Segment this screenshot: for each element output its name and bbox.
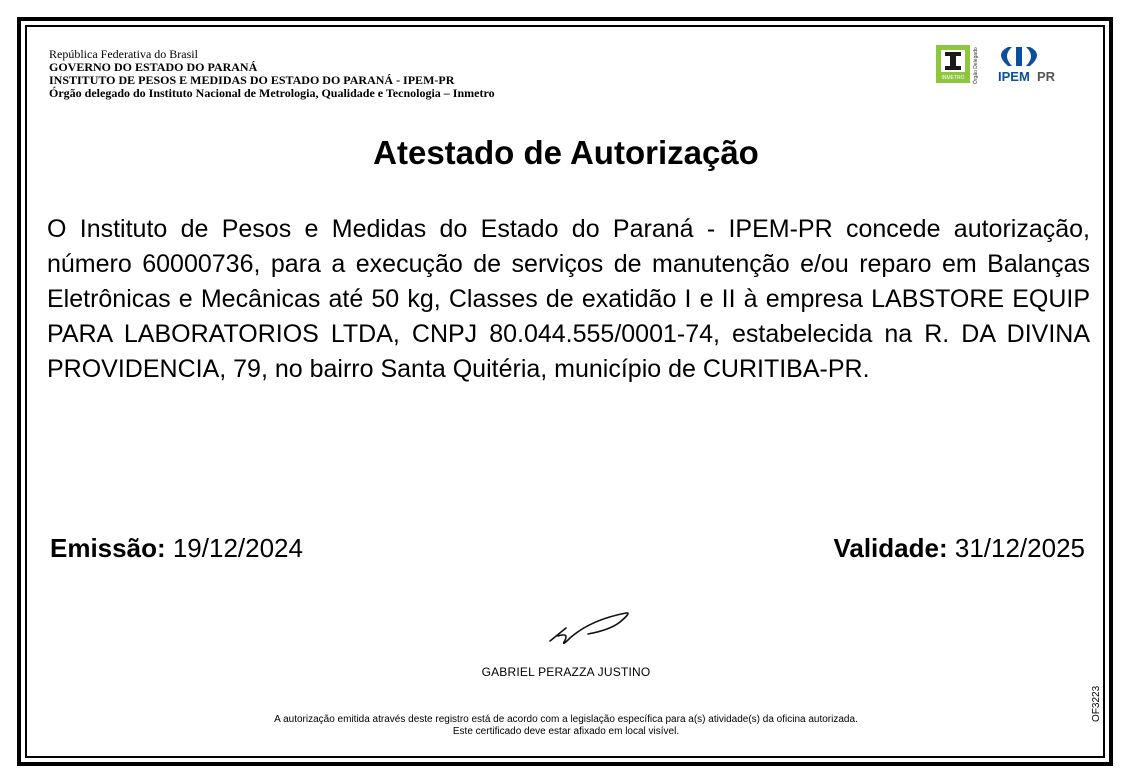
signer-name: GABRIEL PERAZZA JUSTINO bbox=[481, 665, 651, 679]
ipem-left-arc bbox=[1001, 47, 1012, 66]
emission-date bbox=[50, 533, 303, 564]
header-delegate: Órgão delegado do Instituto Nacional de Metrologia, Qualidade e Tecnologia – Inmetro bbox=[49, 86, 495, 100]
ipem-center-bar bbox=[1016, 47, 1022, 66]
authorization-body: O Instituto de Pesos e Medidas do Estado do Paraná - IPEM-PR concede autorização, número 60000736, para a execução de serviços de manutenção e/ou reparo em Balanças Eletrônicas e Mecânicas até 50 kg, Classes de exatidão I e II à empresa LABSTORE EQUIP PARA LABORATORIOS LTDA, CNPJ 80.044.555/0001-74, estabelecida na R. DA DIVINA PROVIDENCIA, 79, no bairro Santa Quitéria, município de CURITIBA-PR. bbox=[47, 215, 1090, 383]
inmetro-logo-text: INMETRO bbox=[941, 75, 965, 81]
header-government: GOVERNO DO ESTADO DO PARANÁ bbox=[49, 60, 258, 74]
orgao-delegado-text: Órgão Delegado bbox=[973, 47, 979, 84]
header-republic: República Federativa do Brasil bbox=[49, 47, 198, 61]
header-logos bbox=[936, 44, 1066, 86]
document-title: Atestado de Autorização bbox=[373, 134, 759, 171]
validity-label: Validade: bbox=[833, 533, 948, 563]
signature-image bbox=[540, 608, 640, 648]
document-header bbox=[49, 48, 495, 100]
emission-value: 19/12/2024 bbox=[172, 533, 303, 563]
inmetro-logo bbox=[936, 45, 970, 83]
footer-display-note: Este certificado deve estar afixado em local visível. bbox=[452, 726, 680, 737]
ipem-logo-text: IPEM bbox=[998, 69, 1030, 84]
pr-logo-text: PR bbox=[1037, 69, 1056, 84]
document-code: OF3223 bbox=[1091, 685, 1102, 722]
ipem-pr-logo bbox=[998, 47, 1056, 84]
header-institute: INSTITUTO DE PESOS E MEDIDAS DO ESTADO DO PARANÁ - IPEM-PR bbox=[49, 73, 455, 87]
emission-label: Emissão: bbox=[50, 533, 166, 563]
ipem-right-arc bbox=[1026, 47, 1037, 66]
logo-graphics bbox=[936, 44, 1066, 86]
footer-legal-note: A autorização emitida através deste registro está de acordo com a legislação específica para a(s) atividade(s) da oficina autorizada. bbox=[274, 714, 858, 725]
document-footer bbox=[0, 714, 1132, 738]
validity-date bbox=[833, 533, 1085, 564]
validity-value: 31/12/2025 bbox=[954, 533, 1085, 563]
